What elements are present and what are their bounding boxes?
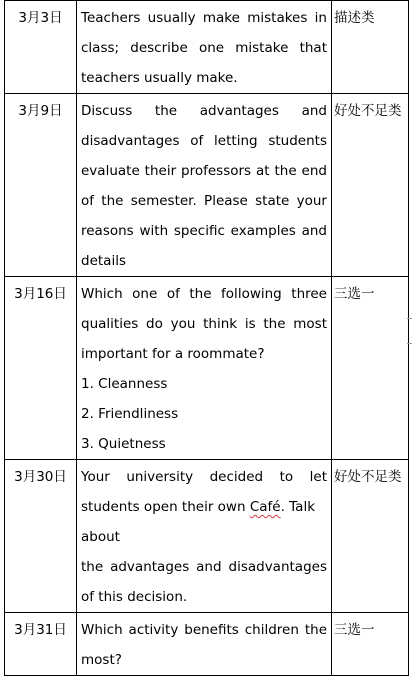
category-cell [332,277,409,460]
row-category: 三选一 [334,622,375,638]
topic-schedule-table [4,0,409,676]
row-date: 3月31日 [14,622,67,638]
table-row [5,460,409,613]
description-cell [77,277,332,460]
description-cell [77,94,332,277]
table-row [5,94,409,277]
option-item: 1. Cleanness [81,376,168,392]
page-edge-marker [407,318,412,319]
row-description-block [77,277,331,459]
table-row [5,1,409,94]
table-row [5,613,409,676]
row-description-line: the advantages and disadvantages of this decision. [81,559,327,605]
date-cell [5,277,77,460]
row-description: Which activity benefits children the most? [81,622,327,668]
row-category: 好处不足类 [334,103,402,119]
category-cell [332,94,409,277]
row-description-line: about [81,529,120,545]
option-item: 3. Quietness [81,436,166,452]
category-cell [332,1,409,94]
row-category: 好处不足类 [334,469,402,485]
row-date: 3月16日 [14,286,67,302]
row-description: Discuss the advantages and disadvantages of letting students evaluate their professors at the end of the semester. Please state your reasons with specific examples and details [81,103,327,269]
date-cell [5,613,77,676]
option-item: 2. Friendliness [81,406,179,422]
page-edge-marker [407,343,412,344]
row-date: 3月3日 [18,10,63,26]
row-date: 3月9日 [18,103,63,119]
date-cell [5,1,77,94]
row-description-block [77,460,331,612]
row-question: Which one of the following three qualities do you think is the most important for a roommate? [81,286,327,362]
date-cell [5,94,77,277]
row-category: 三选一 [334,286,375,302]
category-cell [332,613,409,676]
description-text: Your university decided to let students open their own [81,469,327,515]
table-row [5,277,409,460]
date-cell [5,460,77,613]
spellcheck-flagged-word[interactable]: Café [249,499,281,515]
row-date: 3月30日 [14,469,67,485]
description-cell [77,1,332,94]
description-text: . Talk [280,499,316,515]
description-cell [77,460,332,613]
row-description: Teachers usually make mistakes in class; describe one mistake that teachers usually make. [81,10,327,86]
description-cell [77,613,332,676]
row-description-line [81,462,327,522]
row-category: 描述类 [334,10,375,26]
category-cell [332,460,409,613]
